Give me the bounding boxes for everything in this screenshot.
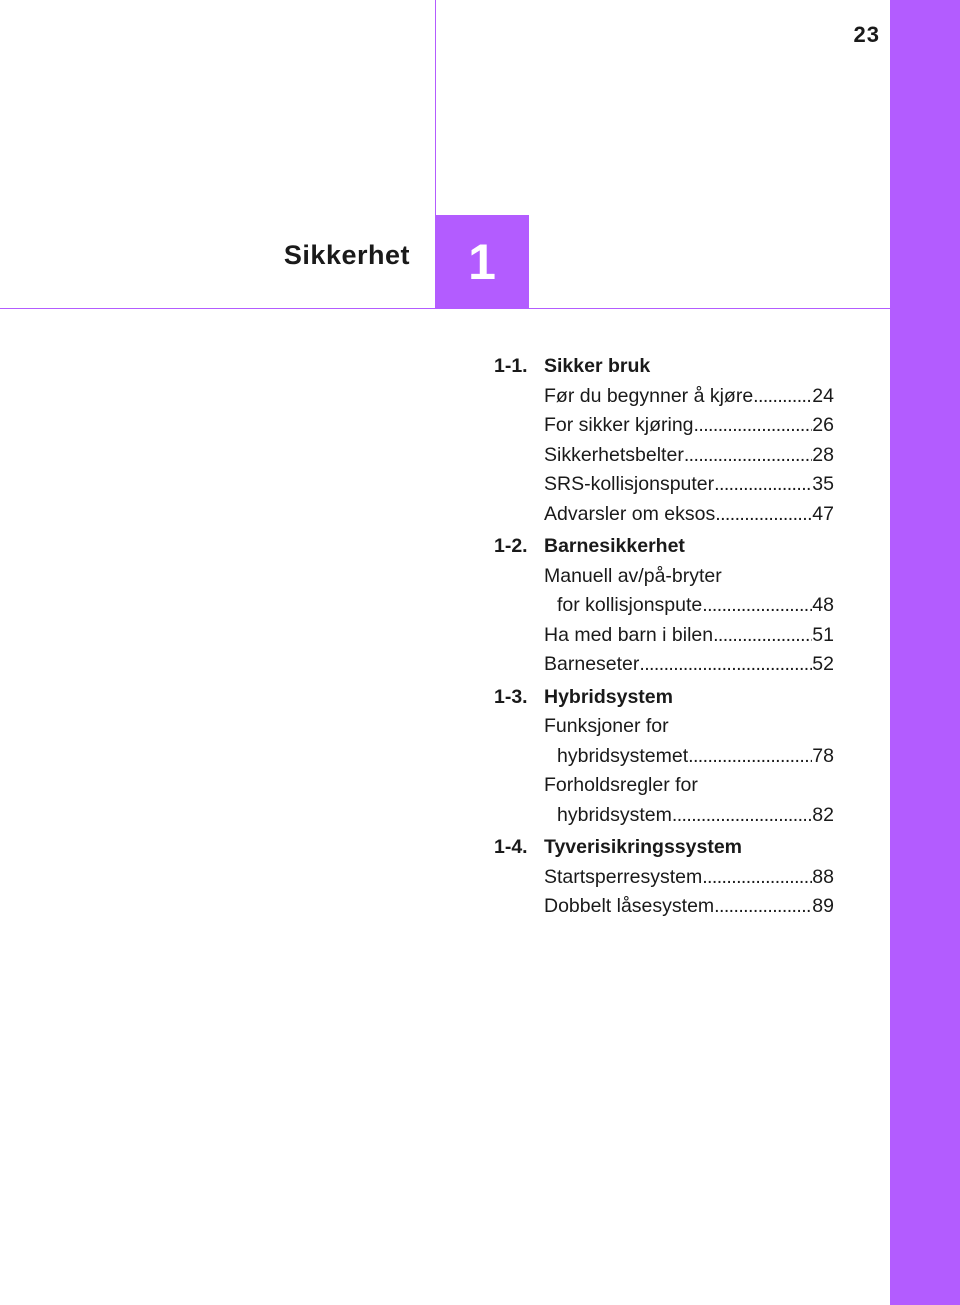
toc-entry-title: SRS-kollisjonsputer (544, 473, 715, 496)
toc-section-number: 1-3. (494, 685, 528, 708)
toc-section-title: Sikker bruk (544, 355, 651, 377)
toc-entry-title: Advarsler om eksos (544, 502, 716, 525)
toc-entry-page: 88 (812, 865, 834, 888)
toc-leader-dots (702, 591, 812, 621)
toc-entry-title: Manuell av/på-bryter (544, 564, 722, 587)
toc-entry[interactable] (544, 712, 834, 771)
toc-entry-page: 48 (812, 594, 834, 617)
toc-section-number: 1-1. (494, 355, 528, 377)
toc-section-heading (494, 532, 834, 562)
chapter-side-tab (890, 0, 960, 1305)
toc-entry-page: 82 (812, 803, 834, 826)
toc-entry[interactable] (544, 621, 834, 651)
toc-leader-dots (713, 621, 812, 651)
toc-entry-page: 24 (812, 384, 834, 407)
toc-entry-page: 89 (812, 895, 834, 918)
toc-entry-page: 26 (812, 414, 834, 437)
page-number: 23 (853, 22, 880, 47)
toc-section-title: Barnesikkerhet (544, 535, 685, 558)
toc-entry-page: 51 (812, 623, 834, 646)
toc-section-heading (494, 352, 834, 382)
toc-leader-dots (714, 892, 812, 922)
toc-entry-line (544, 742, 834, 772)
toc-leader-dots (688, 742, 812, 772)
toc-entry-title: Funksjoner for (544, 715, 669, 738)
toc-entry-line (544, 562, 834, 592)
toc-entry-title: Før du begynner å kjøre (544, 384, 754, 407)
toc-section (494, 532, 834, 680)
toc-entry-title: Startsperresystem (544, 865, 703, 888)
toc-leader-dots (714, 470, 812, 500)
toc-entry-title: Forholdsregler for (544, 774, 698, 797)
toc-entry[interactable] (544, 892, 834, 922)
toc-section-number: 1-4. (494, 836, 528, 858)
toc-entry-page: 28 (812, 443, 834, 466)
toc-section (494, 833, 834, 922)
toc-entry-page: 47 (812, 502, 834, 525)
table-of-contents (494, 352, 834, 924)
toc-entry[interactable] (544, 441, 834, 471)
toc-entry-line (544, 892, 834, 922)
toc-entry-line (544, 712, 834, 742)
toc-entry-line (544, 621, 834, 651)
toc-entry-title: for kollisjonspute (557, 594, 703, 617)
toc-section-title: Tyverisikringssystem (544, 836, 742, 858)
toc-leader-dots (672, 801, 812, 831)
chapter-title: Sikkerhet (283, 240, 410, 270)
toc-section (494, 352, 834, 530)
toc-leader-dots (684, 441, 812, 471)
toc-entry-line (544, 650, 834, 680)
toc-section-heading (494, 833, 834, 863)
toc-entry[interactable] (544, 863, 834, 893)
toc-entry[interactable] (544, 771, 834, 830)
toc-leader-dots (639, 650, 812, 680)
toc-entry-page: 35 (812, 473, 834, 496)
toc-entry-page: 78 (812, 744, 834, 767)
toc-entry[interactable] (544, 562, 834, 621)
toc-entry-title: Sikkerhetsbelter (544, 443, 684, 466)
toc-entry-line (544, 411, 834, 441)
toc-entry-line (544, 441, 834, 471)
toc-entry[interactable] (544, 650, 834, 680)
toc-section-title: Hybridsystem (544, 685, 673, 708)
toc-entry-line (544, 801, 834, 831)
toc-entry-line (544, 470, 834, 500)
toc-entry-title: Barneseter (544, 653, 640, 676)
toc-section-number: 1-2. (494, 535, 528, 558)
toc-section-heading (494, 683, 834, 713)
toc-entry[interactable] (544, 382, 834, 412)
toc-leader-dots (702, 863, 812, 893)
toc-leader-dots (715, 500, 812, 530)
toc-leader-dots (694, 411, 813, 441)
toc-entry-line (544, 382, 834, 412)
toc-entry[interactable] (544, 500, 834, 530)
toc-entry-line (544, 500, 834, 530)
toc-entry-line (544, 591, 834, 621)
chapter-number-box: 1 (435, 215, 529, 309)
toc-entry-title: For sikker kjøring (544, 414, 694, 437)
toc-entry[interactable] (544, 470, 834, 500)
toc-entry[interactable] (544, 411, 834, 441)
toc-entry-title: Ha med barn i bilen (544, 623, 714, 646)
toc-entry-title: Dobbelt låsesystem (544, 895, 715, 918)
toc-section (494, 683, 834, 831)
toc-leader-dots (753, 382, 812, 412)
toc-entry-title: hybridsystem (557, 803, 672, 826)
toc-entry-line (544, 863, 834, 893)
toc-entry-line (544, 771, 834, 801)
toc-entry-title: hybridsystemet (557, 744, 689, 767)
toc-entry-page: 52 (812, 653, 834, 676)
